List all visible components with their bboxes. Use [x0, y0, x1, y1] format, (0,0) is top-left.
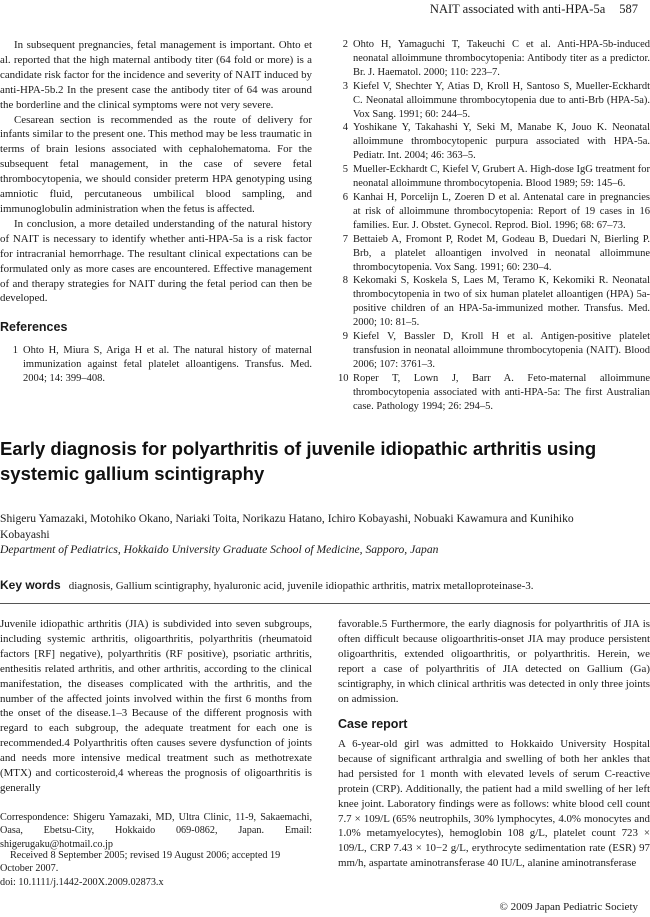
paragraph: A 6-year-old girl was admitted to Hokkaido University Hospital because of significant arthralgia and swelling of both her ankles that had persisted for 1 month with elevated levels of serum C-reactive protein (CRP). Additionally, the patient had a mild swelling of her left knee joint. Laboratory findings were as follows: white blood cell count 7.7 × 109/L (65% neutrophils, 30% lymphocytes, 4.0% monocytes and 1.0% metamyelocytes), hemoglobin 108 g/L, platelet count 723 × 109/L, CRP 7.43 × 10−2 g/L, erythrocyte sedimentation rate (ESR) 97 mm/h, aspartate aminotransferase 40 IU/L, alanine aminotransferase — [338, 738, 650, 870]
reference-number: 2 — [342, 39, 348, 50]
reference-text: Kiefel V, Shechter Y, Atias D, Kroll H, Santoso S, Mueller-Eckhardt C. Neonatal alloimmune thrombocytopenia due to anti-Brb (HPA-5a). Vox Sang. 1991; 60: 244–5. — [353, 80, 650, 120]
case-report-text — [338, 737, 650, 871]
article-intro-left — [0, 617, 312, 796]
reference-text: Kekomaki S, Koskela S, Laes M, Teramo K, Kekomiki R. Neonatal thrombocytopenia in two of six human platelet alloantigen (HPA) 5a-positive children of an HPA-5a-immunized mother. Transfus. Med. 2000; 10: 81–5. — [353, 275, 650, 329]
keywords-divider — [0, 603, 650, 604]
keywords-label: Key words — [0, 578, 61, 592]
keywords — [0, 578, 534, 592]
reference-text: Ohto H, Miura S, Ariga H et al. The natural history of maternal immunization against fetal platelet alloantigens. Transfus. Med. 2004; 14: 399–408. — [23, 345, 312, 384]
correspondence: Correspondence: Shigeru Yamazaki, MD, Ultra Clinic, 11-9, Sakaemachi, Oasa, Ebetsu-City, Hokkaido 069-0862, Japan. Email: shigerugaku@hotmail.co.jp — [0, 812, 312, 850]
received-text: Received 8 September 2005; revised 19 August 2006; accepted 19 October 2007. — [0, 850, 281, 875]
page-number: 587 — [619, 2, 638, 16]
reference-number: 3 — [342, 80, 348, 92]
reference-list-left — [0, 344, 312, 386]
running-head-title: NAIT associated with anti-HPA-5a — [429, 2, 606, 16]
reference-text: Mueller-Eckhardt C, Kiefel V, Grubert A. High-dose IgG treatment for neonatal alloimmune thrombocytopenia. Blood 1989; 59: 145–6. — [353, 164, 650, 190]
reference-number: 9 — [342, 331, 348, 343]
paragraph: In conclusion, a more detailed understanding of the natural history of NAIT is necessary to identify whether anti-HPA-5a is a risk factor for intracranial hemorrhage. The resultant clinical expectations can be formulated only as more cases are encountered. Effective management of and therapy strategies for NAIT during the fetal period can then be developed. — [0, 217, 312, 305]
article-intro-right — [338, 617, 650, 706]
reference-text: Roper T, Lown J, Barr A. Feto-maternal alloimmune thrombocytopenia associated with anti-HPA-5a: The first Australian case. Pathology 1994; 26: 294–5. — [353, 372, 650, 412]
article-title: Early diagnosis for polyarthritis of juvenile idiopathic arthritis using systemic gallium scintigraphy — [0, 438, 597, 484]
paragraph: Cesarean section is recommended as the route of delivery for infants similar to the present one. This method may be less traumatic in terms of brain lesions associated with cephalohematoma. For the subsequent fetal management, in the case of severe fetal thrombocytopenia, we should consider preterm HPA genotyping using amniotic fluid, percutaneous umbilical blood sampling, and immunoglobulin administration when the fetus is affected. — [0, 113, 312, 215]
references-heading: References — [0, 320, 68, 334]
reference-text: Bettaieb A, Fromont P, Rodet M, Godeau B, Duedari N, Bierling P. Brb, a platelet alloantigen involved in neonatal alloimmune thrombocytopenia. Vox Sang. 1991; 60: 230–4. — [353, 233, 650, 273]
reference-list-right — [338, 38, 650, 413]
running-head — [430, 2, 638, 17]
reference-text: Ohto H, Yamaguchi T, Takeuchi C et al. Anti-HPA-5b-induced neonatal alloimmune thrombocytopenia: Antibody titer as a predictor. Br. J. Haematol. 2000; 110: 223–7. — [353, 39, 650, 78]
reference-item — [338, 191, 650, 233]
author-list: Shigeru Yamazaki, Motohiko Okano, Nariaki Toita, Norikazu Hatano, Ichiro Kobayashi, Nobuaki Kawamura and Kunihiko Kobayashi — [0, 512, 574, 541]
reference-item — [338, 233, 650, 275]
reference-text: Kiefel V, Bassler D, Kroll H et al. Antigen-positive platelet transfusion in neonatal alloimmune thrombocytopenia (NAIT). Blood 2006; 107: 3761–3. — [353, 331, 650, 370]
reference-number: 1 — [12, 345, 18, 356]
reference-item — [338, 80, 650, 122]
reference-item — [338, 121, 650, 163]
reference-item — [0, 344, 312, 386]
reference-text: Yoshikane Y, Takahashi Y, Seki M, Manabe K, Jouo K. Neonatal alloimmune thrombocytopenic purpura associated with HPA-5a. Pediatr. Int. 2004; 46: 363–5. — [353, 122, 650, 162]
reference-item — [338, 163, 650, 191]
doi: doi: 10.1111/j.1442-200X.2009.02873.x — [0, 877, 164, 888]
reference-number: 6 — [342, 191, 348, 203]
paragraph: In subsequent pregnancies, fetal management is important. Ohto et al. reported that the high maternal antibody titer (64 fold or more) is a candidate risk factor for the incidence and severity of NAIT induced by anti-HPA-5b.2 In the present case the antibody titer of 64 was around the borderline and the clinical symptoms were not very severe. — [0, 39, 312, 111]
paragraph: Juvenile idiopathic arthritis (JIA) is subdivided into seven subgroups, including systemic arthritis, oligoarthritis, polyarthritis (rheumatoid factors [RF] negative), polyarthritis (RF positive), psoriatic arthritis, enthesitis related arthritis, and other arthritis, according to the clinical manifestation, the diseases complicated with the arthritis, and the number of the affected joints involved within the first 6 months from the onset of the disease.1–3 Because of the different prognosis with regard to each subgroup, the adequate treatment for each one is recommended.4 Polyarthritis often causes severe dysfunction of joints and needs more intensive medical treatment such as methotrexate (MTX) and corticosteroid,4 whereas the prognosis of oligoarthritis is generally — [0, 618, 312, 794]
reference-number: 5 — [342, 164, 348, 176]
reference-number: 7 — [342, 233, 348, 245]
reference-item — [338, 330, 650, 372]
reference-item — [338, 38, 650, 80]
paragraph: favorable.5 Furthermore, the early diagnosis for polyarthritis of JIA is often difficult because oligoarthritis-onset JIA may produce persistent oligoarthritis, extended oligoarthritis, or polyarthritis. Herein, we report a case of polyarthritis of JIA detected on Gallium (Ga) scintigraphy, in which clinical arthritis was detected in only three joints on admission. — [338, 618, 650, 705]
keywords-list: diagnosis, Gallium scintigraphy, hyaluronic acid, juvenile idiopathic arthritis, matrix metalloproteinase-3. — [68, 580, 534, 592]
received-dates — [0, 849, 312, 876]
reference-number: 4 — [342, 122, 348, 134]
case-report-heading: Case report — [338, 717, 408, 731]
reference-item — [338, 274, 650, 330]
copyright: © 2009 Japan Pediatric Society — [499, 901, 638, 913]
reference-text: Kanhai H, Porcelijn L, Zoeren D et al. Antenatal care in pregnancies at risk of alloimmune thrombocytopenia: Report of 19 cases in 16 families. Eur. J. Obstet. Gynecol. Reprod. Biol. 1996; 68: 67–73. — [353, 191, 650, 231]
affiliation: Department of Pediatrics, Hokkaido University Graduate School of Medicine, Sapporo, Japan — [0, 543, 439, 556]
reference-item — [338, 372, 650, 414]
reference-number: 8 — [342, 275, 348, 287]
previous-article-conclusion — [0, 38, 312, 306]
reference-number: 10 — [338, 372, 349, 384]
